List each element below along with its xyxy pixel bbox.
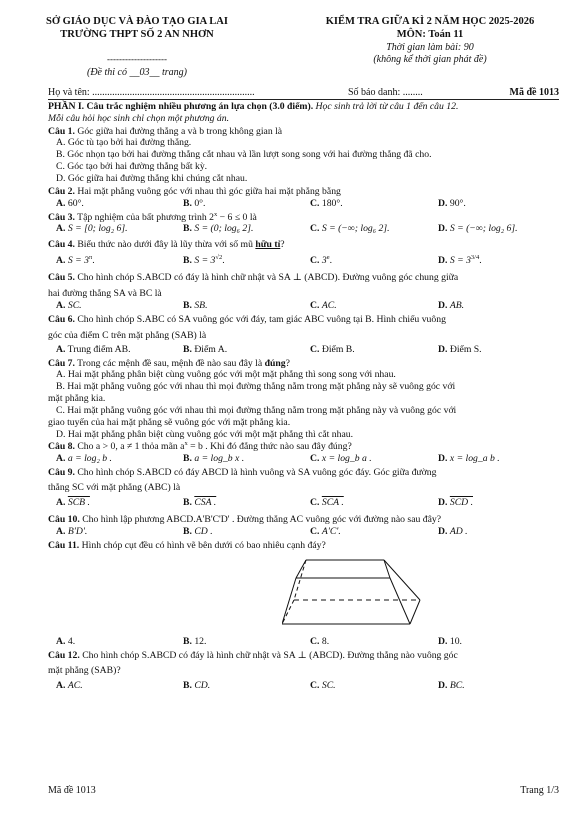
exam-content <box>48 101 558 693</box>
name-field: Họ và tên: ................................................................. <box>48 87 255 98</box>
q9-label: Câu 9. <box>48 467 75 479</box>
q1-option-b: B. Góc nhọn tạo bởi hai đường thẳng cắt nhau và lần lượt song song với hai đường thẳng đã cho. <box>56 149 432 161</box>
dept-name: SỞ GIÁO DỤC VÀ ĐÀO TẠO GIA LAI <box>46 16 228 27</box>
question-10: Câu 10. Cho hình lập phương ABCD.A'B'C'D' . Đường thẳng AC vuông góc với đường nào sau đây? <box>48 513 442 525</box>
exam-code: Mã đề 1013 <box>509 87 559 98</box>
q3-option-a: A. S = [0; log₂ 6]. <box>56 223 128 235</box>
q10-option-c: C. A'C'. <box>310 525 341 537</box>
school-name: TRƯỜNG THPT SỐ 2 AN NHƠN <box>60 28 214 40</box>
q2-option-d: D. 90°. <box>438 197 466 209</box>
q7-option-c-cont: giao tuyến của hai mặt phẳng sẽ vuông góc với mặt phẳng kia. <box>48 416 291 428</box>
q11-option-d: D. 10. <box>438 635 462 647</box>
question-9: Câu 9. Cho hình chóp S.ABCD có đáy ABCD là hình vuông và SA vuông góc đáy. Góc giữa đường <box>48 467 437 479</box>
q10-label: Câu 10. <box>48 513 80 525</box>
q12-option-b: B. CD. <box>183 680 211 692</box>
question-8: Câu 8. Cho a > 0, a ≠ 1 thỏa mãn $a^x = b$ . Khi đó đẳng thức nào sau đây đúng? <box>48 440 352 453</box>
q9-option-b: B. CSA . <box>183 496 217 508</box>
exam-info-block <box>300 16 560 66</box>
q11-option-b: B. 12. <box>183 635 207 647</box>
q6-option-b: B. Điểm A. <box>183 343 228 355</box>
q2-text: Hai mặt phẳng vuông góc với nhau thì góc giữa hai mặt phẳng bằng <box>74 185 341 197</box>
school-block <box>22 16 252 79</box>
question-12: Câu 12. Cho hình chóp S.ABCD có đáy là hình chữ nhật và SA ⊥ (ABCD). Đường thẳng nào vuông góc <box>48 649 458 661</box>
candidate-number-field: Số báo danh: ........ <box>348 87 423 98</box>
subject: MÔN: Toán 11 <box>396 28 464 40</box>
q11-option-c: C. 8. <box>310 635 330 647</box>
question-3: Câu 3. Tập nghiệm của bất phương trình $2^x - 6 \le 0$ là <box>48 210 257 223</box>
q1-label: Câu 1. <box>48 125 75 137</box>
footer-exam-code: Mã đề 1013 <box>48 785 96 796</box>
q10-option-a: A. B'D'. <box>56 525 88 537</box>
q1-option-c: C. Góc tạo bởi hai đường thẳng bất kỳ. <box>56 161 208 173</box>
q12-option-d: D. BC. <box>438 680 465 692</box>
q2-label: Câu 2. <box>48 185 75 197</box>
q12-label: Câu 12. <box>48 649 80 661</box>
frustum-diagram <box>282 558 422 630</box>
q2-option-c: C. 180°. <box>310 197 343 209</box>
q11-option-a: A. 4. <box>56 635 76 647</box>
q12-text-2: mặt phẳng (SAB)? <box>48 665 121 677</box>
header-divider <box>48 99 559 100</box>
q3-label: Câu 3. <box>48 211 75 223</box>
q5-option-c: C. AC. <box>310 299 337 311</box>
q6-text-2: góc của điểm C trên mặt phẳng (SAB) là <box>48 329 207 341</box>
q11-label: Câu 11. <box>48 539 80 551</box>
lateral-edge-3 <box>384 560 420 600</box>
question-5: Câu 5. Cho hình chóp S.ABCD có đáy là hình chữ nhật và SA ⊥ (ABCD). Đường vuông góc chung giữa <box>48 272 459 284</box>
q2-option-a: A. 60°. <box>56 197 84 209</box>
base-edge-right <box>410 600 420 624</box>
q4-option-c: C. 3e. <box>310 254 332 267</box>
q6-options <box>48 344 558 357</box>
q1-option-d: D. Góc giữa hai đường thẳng khi chúng cắt nhau. <box>56 172 248 184</box>
q10-option-d: D. AD . <box>438 525 468 537</box>
q7-option-b: B. Hai mặt phẳng vuông góc với nhau thì mọi đường thẳng nằm trong mặt phẳng này sẽ vuông góc với <box>56 381 456 393</box>
q8-option-c: C. x = log_b a . <box>310 453 372 465</box>
q6-label: Câu 6. <box>48 313 75 325</box>
q7-option-d: D. Hai mặt phẳng phân biệt cùng vuông góc với một mặt phẳng thì cắt nhau. <box>56 428 354 440</box>
question-7: Câu 7. Trong các mệnh đề sau, mệnh đề nào sau đây là đúng? <box>48 357 290 369</box>
q5-option-d: D. AB. <box>438 299 465 311</box>
q3-options <box>48 223 558 238</box>
q6-option-d: D. Điểm S. <box>438 343 482 355</box>
q3-option-d: D. S = (−∞; log₂ 6]. <box>438 223 518 235</box>
pages-note: (Đề thi có __03__ trang) <box>87 66 187 78</box>
q4-label: Câu 4. <box>48 239 75 251</box>
q5-text-2: hai đường thẳng SA và BC là <box>48 288 162 300</box>
q8-option-b: B. a = log_b x . <box>183 453 245 465</box>
q7-option-b-cont: mặt phẳng kia. <box>48 393 106 405</box>
q6-option-c: C. Điểm B. <box>310 343 355 355</box>
part1-heading <box>48 101 558 113</box>
q10-option-b: B. CD . <box>183 525 213 537</box>
q5-options <box>48 300 558 313</box>
q7-label: Câu 7. <box>48 357 75 369</box>
q10-options <box>48 526 558 539</box>
footer-page-number: Trang 1/3 <box>520 785 559 796</box>
q7-option-c: C. Hai mặt phẳng vuông góc với nhau thì mọi đường thẳng nằm trong mặt phẳng này và vuông góc với <box>56 404 457 416</box>
question-2 <box>48 186 558 198</box>
question-6: Câu 6. Cho hình chóp S.ABC có SA vuông góc với đáy, tam giác ABC vuông tại B. Hình chiếu vuông <box>48 313 446 325</box>
q5-label: Câu 5. <box>48 272 75 284</box>
q5-option-a: A. SC. <box>56 299 82 311</box>
q4-options <box>48 251 558 269</box>
q7-option-a: A. Hai mặt phẳng phân biệt cùng vuông góc với một mặt phẳng thì song song với nhau. <box>56 369 396 381</box>
q12-options <box>48 680 558 693</box>
q9-text-2: thẳng SC với mặt phẳng (ABC) là <box>48 482 181 494</box>
q8-option-d: D. x = log_a b . <box>438 453 500 465</box>
q2-options <box>48 198 558 211</box>
q2-option-b: B. 0°. <box>183 197 206 209</box>
exam-time: Thời gian làm bài: 90 <box>386 41 474 53</box>
exam-title: KIỂM TRA GIỮA KÌ 2 NĂM HỌC 2025-2026 <box>325 16 535 27</box>
q11-options <box>48 636 558 649</box>
q8-options <box>48 453 558 466</box>
part1-instruction-2: Mỗi câu hỏi học sinh chỉ chọn một phương án. <box>48 112 230 124</box>
q12-option-c: C. SC. <box>310 680 336 692</box>
question-11: Câu 11. Hình chóp cụt đều có hình vẽ bên dưới có bao nhiêu cạnh đáy? <box>48 539 326 551</box>
q4-option-d: D. $S = 3^{3/4}$. <box>438 254 482 267</box>
q4-option-b: B. $S = 3^{√2}$. <box>183 254 225 267</box>
page-footer <box>48 785 559 797</box>
frustum-figure <box>48 552 558 636</box>
part1-title: PHẦN I. Câu trắc nghiệm nhiều phương án lựa chọn (3.0 điểm). <box>48 101 314 112</box>
q3-option-b: B. S = (0; log₆ 2]. <box>183 223 254 235</box>
q12-option-a: A. AC. <box>56 680 83 692</box>
q9-option-c: C. SCA . <box>310 496 344 508</box>
question-1 <box>48 126 558 138</box>
q4-option-a: A. $S = 3^\pi$. <box>56 254 95 267</box>
q9-option-a: A. SCB . <box>56 496 90 508</box>
q6-option-a: A. Trung điểm AB. <box>56 343 131 355</box>
q8-option-a: A. a = log₂ b . <box>56 453 112 465</box>
part1-instruction: Học sinh trả lời từ câu 1 đến câu 12. <box>313 101 459 112</box>
q5-option-b: B. SB. <box>183 299 208 311</box>
q9-option-d: D. SCD . <box>438 496 473 508</box>
q3-option-c: C. S = (−∞; log₆ 2]. <box>310 223 390 235</box>
question-4: Câu 4. Biểu thức nào dưới đây là lũy thừa với số mũ hữu tỉ? <box>48 239 285 251</box>
exam-time-note: (không kể thời gian phát đề) <box>373 53 487 65</box>
header-dashes: -------------------- <box>107 53 167 64</box>
q1-text: Góc giữa hai đường thẳng a và b trong không gian là <box>74 125 283 137</box>
q8-label: Câu 8. <box>48 441 75 453</box>
q1-option-a: A. Góc tù tạo bởi hai đường thẳng. <box>56 137 192 149</box>
q9-options <box>48 497 558 513</box>
